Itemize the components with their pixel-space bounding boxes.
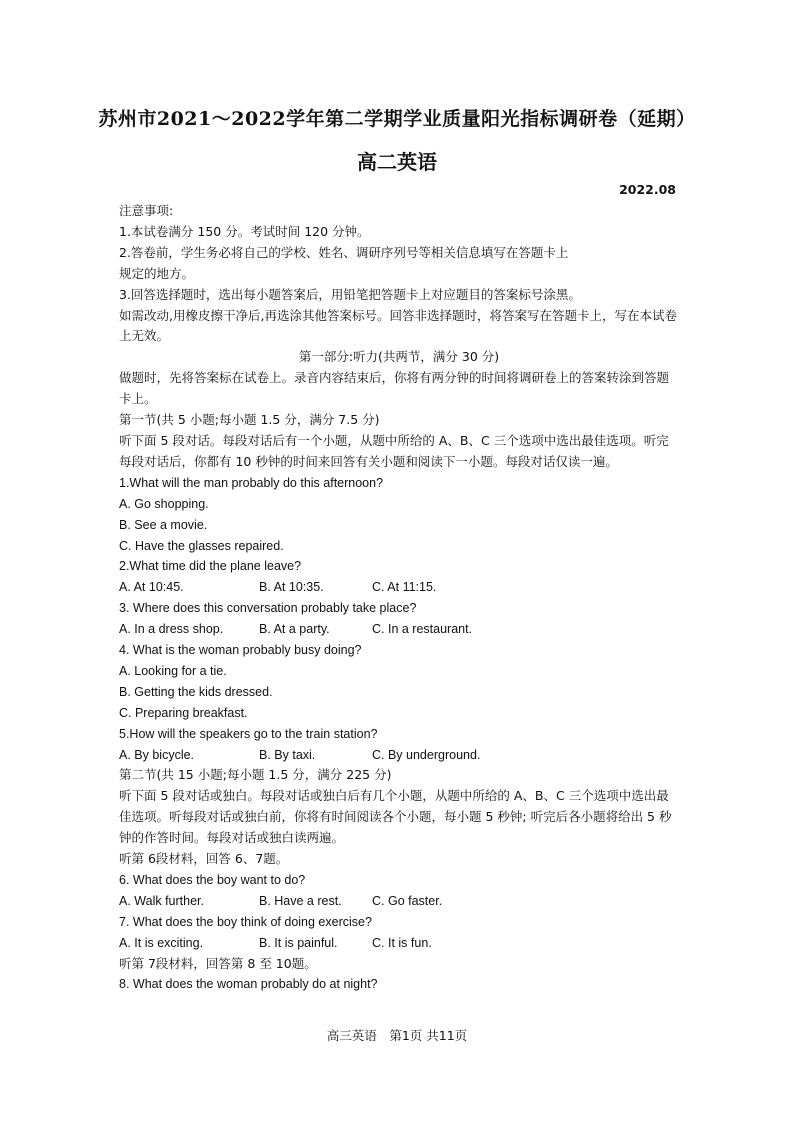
exam-date: 2022.08 [619, 182, 676, 197]
note-2-line-1: 2.答卷前，学生务必将自己的学校、姓名、调研序列号等相关信息填写在答题卡上 [119, 244, 569, 260]
question-6-stem: 6. What does the boy want to do? [119, 872, 306, 887]
note-3-line-1: 3.回答选择题时，选出每小题答案后，用铅笔把答题卡上对应题目的答案标号涂黑。 [119, 286, 581, 302]
note-2-line-2: 规定的地方。 [119, 265, 195, 281]
question-2-options [119, 577, 679, 598]
material-7-heading: 听第 7段材料，回答第 8 至 10题。 [119, 955, 317, 971]
question-7-stem: 7. What does the boy think of doing exercise? [119, 914, 372, 929]
question-1-option-b: B. See a movie. [119, 517, 208, 532]
question-4-option-b: B. Getting the kids dressed. [119, 684, 273, 699]
question-5-option-c: C. By underground. [372, 747, 481, 762]
section1-heading: 第一节(共 5 小题;每小题 1.5 分，满分 7.5 分) [119, 412, 380, 428]
section2-instruction: 听下面 5 段对话或独白。每段对话或独白后有几个小题，从题中所给的 A、B、C 三个选项中选出最佳选项。听每段对话或独白前，你将有时间阅读各个小题，每小题 5 秒钟; 听完后各小题将给出 5 秒钟的作答时间。每段对话或独白读两遍。 [119, 788, 672, 846]
question-3-option-a: A. In a dress shop. [119, 622, 224, 637]
question-1-option-a: A. Go shopping. [119, 496, 209, 511]
part1-heading: 第一部分:听力(共两节，满分 30 分) [298, 349, 500, 365]
question-6-option-a: A. Walk further. [119, 893, 204, 908]
question-2-option-b: B. At 10:35. [259, 580, 324, 595]
question-6-options [119, 891, 679, 912]
question-5-stem: 5.How will the speakers go to the train station? [119, 726, 378, 741]
note-1: 1.本试卷满分 150 分。考试时间 120 分钟。 [119, 223, 370, 239]
notes-heading: 注意事项: [119, 203, 174, 218]
note-3-line-2: 如需改动,用橡皮擦干净后,再选涂其他答案标号。回答非选择题时，将答案写在答题卡上，写在本试卷上无效。 [119, 307, 677, 344]
section2-heading: 第二节(共 15 小题;每小题 1.5 分，满分 225 分) [119, 767, 392, 783]
question-4-option-a: A. Looking for a tie. [119, 663, 227, 678]
question-5-options [119, 745, 679, 766]
exam-title: 苏州市2021～2022学年第二学期学业质量阳光指标调研卷（延期） [98, 108, 696, 130]
exam-body [119, 201, 679, 995]
part1-instruction: 做题时，先将答案标在试卷上。录音内容结束后，你将有两分钟的时间将调研卷上的答案转涂到答题卡上。 [119, 370, 670, 407]
question-1-stem: 1.What will the man probably do this afternoon? [119, 475, 384, 490]
material-6-heading: 听第 6段材料，回答 6、7题。 [119, 851, 289, 867]
question-5-option-a: A. By bicycle. [119, 747, 195, 762]
question-7-options [119, 933, 679, 954]
question-7-option-c: C. It is fun. [372, 935, 432, 950]
question-5-option-b: B. By taxi. [259, 747, 316, 762]
section1-instruction: 听下面 5 段对话。每段对话后有一个小题，从题中所给的 A、B、C 三个选项中选出最佳选项。听完每段对话后，你都有 10 秒钟的时间来回答有关小题和阅读下一小题。每段对话仅读一遍。 [119, 432, 669, 469]
question-2-stem: 2.What time did the plane leave? [119, 559, 302, 574]
question-4-option-c: C. Preparing breakfast. [119, 705, 248, 720]
question-3-option-c: C. In a restaurant. [372, 622, 473, 637]
question-3-options [119, 619, 679, 640]
question-3-stem: 3. Where does this conversation probably take place? [119, 601, 417, 616]
question-3-option-b: B. At a party. [259, 622, 330, 637]
exam-subject: 高二英语 [357, 150, 437, 174]
question-7-option-a: A. It is exciting. [119, 935, 204, 950]
question-2-option-c: C. At 11:15. [372, 580, 437, 595]
question-2-option-a: A. At 10:45. [119, 580, 184, 595]
question-8-stem: 8. What does the woman probably do at night? [119, 977, 378, 992]
question-6-option-b: B. Have a rest. [259, 893, 342, 908]
question-7-option-b: B. It is painful. [259, 935, 338, 950]
question-1-option-c: C. Have the glasses repaired. [119, 538, 284, 553]
question-4-stem: 4. What is the woman probably busy doing? [119, 643, 362, 657]
question-6-option-c: C. Go faster. [372, 893, 443, 908]
page-footer: 高三英语 第1页 共11页 [326, 1028, 468, 1043]
